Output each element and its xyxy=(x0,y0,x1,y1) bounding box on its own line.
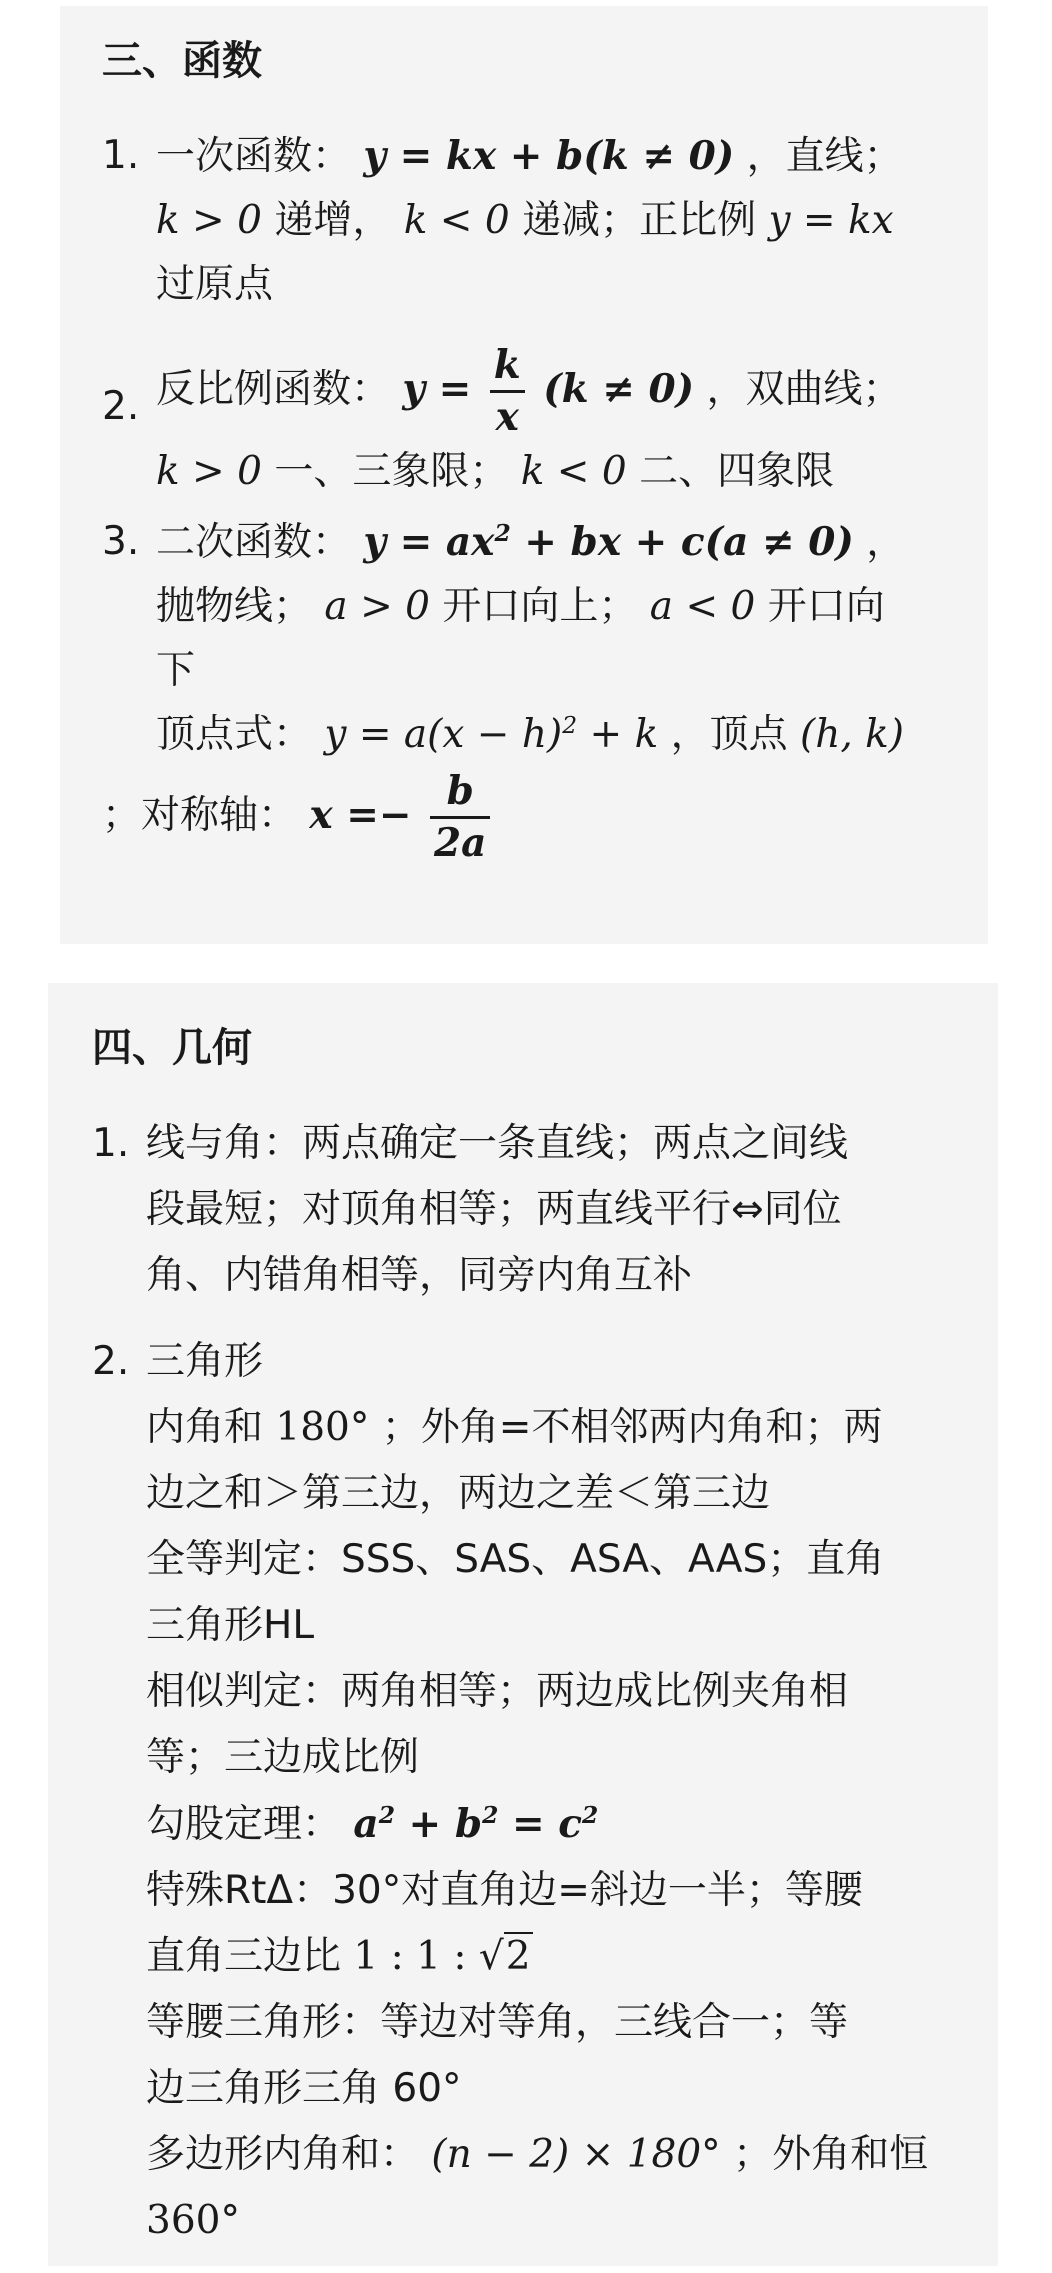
text: 开口向上； xyxy=(442,584,638,629)
formula-quadratic xyxy=(363,519,853,565)
formula-condition: (k ≠ 0) xyxy=(543,366,695,412)
label: 勾股定理： xyxy=(146,1802,342,1847)
text-line xyxy=(146,2122,962,2188)
text: 下 xyxy=(156,648,196,693)
text: 递增， xyxy=(274,198,392,243)
formula-part: + bx + c(a ≠ 0) xyxy=(510,519,854,565)
label: ；对称轴： xyxy=(102,793,298,838)
text-line xyxy=(146,1791,962,1858)
item-number: 3. xyxy=(102,519,140,564)
fraction-numerator: k xyxy=(493,342,521,389)
text-line: 线与角：两点确定一条直线；两点之间线 xyxy=(146,1121,849,1166)
text: 递减；正比例 xyxy=(522,198,757,243)
list-item-lines-angles xyxy=(92,1111,962,1309)
exponent: 2 xyxy=(562,711,578,739)
formula-part: y = a(x − h) xyxy=(324,712,563,757)
text-line xyxy=(146,1924,962,1990)
text: 过原点 xyxy=(156,262,274,307)
label: 多边形内角和： xyxy=(146,2132,420,2177)
text: ；外角和恒 xyxy=(733,2132,929,2177)
condition: k > 0 xyxy=(156,449,262,494)
formula-pythagorean xyxy=(353,1801,598,1847)
text: ；外角=不相邻两内角和；两 xyxy=(381,1405,883,1450)
text-line xyxy=(156,189,948,253)
exponent: 2 xyxy=(581,1801,599,1829)
section-title-functions: 三、函数 xyxy=(102,38,262,84)
vertex: (h, k) xyxy=(800,712,905,757)
label: 二次函数： xyxy=(156,520,352,565)
fraction-numerator: b xyxy=(446,768,474,815)
formula-part: = c xyxy=(498,1801,582,1847)
item-number: 1. xyxy=(102,133,140,178)
item-number: 1. xyxy=(92,1121,130,1166)
text-line: 等腰三角形：等边对等角，三线合一；等 xyxy=(146,2000,849,2045)
formula-linear: y = kx + b(k ≠ 0) xyxy=(363,133,735,179)
ratio xyxy=(353,1932,532,1979)
fraction-denominator: x xyxy=(490,390,525,438)
geometry-card xyxy=(48,983,998,2266)
text-line xyxy=(156,575,948,639)
list-item-triangle xyxy=(92,1329,962,2254)
text-line xyxy=(156,440,948,504)
condition: k > 0 xyxy=(156,198,262,243)
label: 反比例函数： xyxy=(156,367,391,412)
text-line: 全等判定：SSS、SAS、ASA、AAS；直角 xyxy=(146,1537,885,1582)
item-number: 2. xyxy=(92,1339,130,1384)
condition: k < 0 xyxy=(403,198,510,243)
formula-lhs: x =− xyxy=(309,792,412,838)
item-number: 2. xyxy=(102,384,140,429)
text: ，顶点 xyxy=(670,712,788,757)
text-line: 边之和＞第三边，两边之差＜第三边 xyxy=(146,1471,771,1516)
text: ， xyxy=(866,520,906,565)
fraction-denominator: 2a xyxy=(430,816,490,864)
fraction-k-over-x xyxy=(490,342,525,440)
text: 一、三象限； xyxy=(274,449,509,494)
exponent: 2 xyxy=(378,1801,395,1829)
formula-part: + b xyxy=(394,1801,483,1847)
section-title-geometry: 四、几何 xyxy=(92,1025,252,1071)
text: 内角和 xyxy=(146,1405,264,1450)
text: 二、四象限 xyxy=(639,449,835,494)
condition: k < 0 xyxy=(520,449,627,494)
ratio-part: 1 : 1 : xyxy=(353,1934,479,1979)
text-line xyxy=(156,124,948,189)
functions-card xyxy=(60,6,988,944)
text: 直角三边比 xyxy=(146,1934,342,1979)
condition: a > 0 xyxy=(324,584,430,629)
label: 顶点式： xyxy=(156,712,313,757)
text-line xyxy=(156,703,948,767)
fraction-b-over-2a xyxy=(430,768,490,866)
formula-part: a xyxy=(353,1801,379,1847)
text-line: 段最短；对顶角相等；两直线平行⇔同位 xyxy=(146,1187,842,1232)
text-line: 360° xyxy=(146,2198,240,2243)
text-line: 特殊RtΔ：30°对直角边=斜边一半；等腰 xyxy=(146,1868,863,1913)
text-line xyxy=(102,767,948,864)
label: 一次函数： xyxy=(156,134,352,179)
text-line xyxy=(156,639,948,703)
text-line xyxy=(146,1395,962,1461)
formula-lhs: y = xyxy=(402,366,472,412)
exponent: 2 xyxy=(494,519,511,547)
text-line: 边三角形三角 60° xyxy=(146,2066,462,2111)
text: ，直线； xyxy=(746,134,903,179)
formula-vertex-form xyxy=(324,712,658,757)
formula-part: y = ax xyxy=(363,519,495,565)
text: 抛物线； xyxy=(156,584,313,629)
degree-value: 180° xyxy=(275,1405,370,1450)
text-line xyxy=(156,253,948,317)
exponent: 2 xyxy=(482,1801,499,1829)
text-line xyxy=(156,510,948,575)
condition: a < 0 xyxy=(649,584,756,629)
text-line: 相似判定：两角相等；两边成比例夹角相 xyxy=(146,1669,849,1714)
text: 开口向 xyxy=(767,584,885,629)
formula-proportional: y = kx xyxy=(768,198,894,243)
text-line xyxy=(156,339,948,440)
radicand: 2 xyxy=(505,1934,531,1979)
formula-polygon-angles: (n − 2) × 180° xyxy=(431,2132,721,2177)
text-line: 三角形 xyxy=(146,1339,264,1384)
text: ，双曲线； xyxy=(706,367,902,412)
formula-part: + k xyxy=(577,712,659,757)
text-line: 角、内错角相等，同旁内角互补 xyxy=(146,1253,693,1298)
text-line: 三角形HL xyxy=(146,1603,315,1648)
text-line: 等；三边成比例 xyxy=(146,1735,420,1780)
list-item-quadratic-function xyxy=(102,510,948,864)
list-item-inverse-function xyxy=(102,339,948,504)
square-root: √2 xyxy=(478,1934,531,1979)
list-item-linear-function xyxy=(102,124,948,317)
